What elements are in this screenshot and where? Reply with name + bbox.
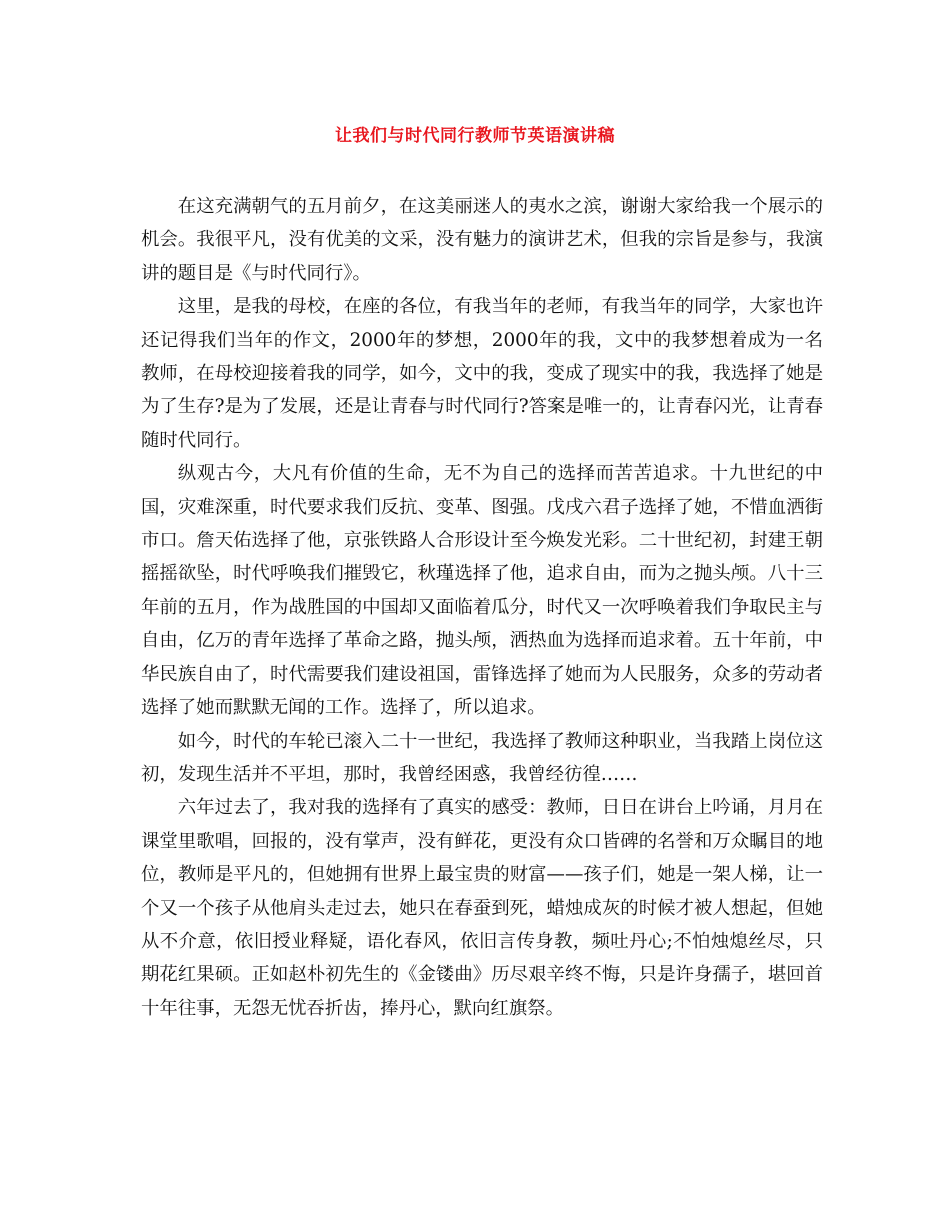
paragraph-2: 这里，是我的母校，在座的各位，有我当年的老师，有我当年的同学，大家也许还记得我们当年的作文，2000年的梦想，2000年的我，文中的我梦想着成为一名教师，在母校迎接着我的同学，如今，文中的我，变成了现实中的我，我选择了她是为了生存?是为了发展，还是让青春与时代同行?答案是唯一的，让青春闪光，让青春随时代同行。 xyxy=(141,296,823,451)
paragraph-4: 如今，时代的车轮已滚入二十一世纪，我选择了教师这种职业，当我踏上岗位这初，发现生活并不平坦，那时，我曾经困惑，我曾经彷徨…… xyxy=(141,730,823,785)
paragraph-3: 纵观古今，大凡有价值的生命，无不为自己的选择而苦苦追求。十九世纪的中国，灾难深重，时代要求我们反抗、变革、图强。戊戌六君子选择了她，不惜血洒街市口。詹天佑选择了他，京张铁路人合形设计至今焕发光彩。二十世纪初，封建王朝摇摇欲坠，时代呼唤我们摧毁它，秋瑾选择了他，追求自由，而为之抛头颅。八十三年前的五月，作为战胜国的中国却又面临着瓜分，时代又一次呼唤着我们争取民主与自由，亿万的青年选择了革命之路，抛头颅，洒热血为选择而追求着。五十年前，中华民族自由了，时代需要我们建设祖国，雷锋选择了她而为人民服务，众多的劳动者选择了她而默默无闻的工作。选择了，所以追求。 xyxy=(141,463,823,719)
paragraph-5: 六年过去了，我对我的选择有了真实的感受：教师，日日在讲台上吟诵，月月在课堂里歌唱，回报的，没有掌声，没有鲜花，更没有众口皆碑的名誉和万众瞩目的地位，教师是平凡的，但她拥有世界上最宝贵的财富——孩子们，她是一架人梯，让一个又一个孩子从他肩头走过去，她只在春蚕到死，蜡烛成灰的时候才被人想起，但她从不介意，依旧授业释疑，语化春风，依旧言传身教，频吐丹心;不怕烛熄丝尽，只期花红果硕。正如赵朴初先生的《金镂曲》历尽艰辛终不悔，只是许身孺子，堪回首十年往事，无怨无忧吞折齿，捧丹心，默向红旗祭。 xyxy=(141,797,823,1019)
document-body xyxy=(141,190,823,1025)
document-title: 让我们与时代同行教师节英语演讲稿 xyxy=(335,126,615,146)
paragraph-1: 在这充满朝气的五月前夕，在这美丽迷人的夷水之滨，谢谢大家给我一个展示的机会。我很平凡，没有优美的文采，没有魅力的演讲艺术，但我的宗旨是参与，我演讲的题目是《与时代同行》。 xyxy=(141,196,823,284)
